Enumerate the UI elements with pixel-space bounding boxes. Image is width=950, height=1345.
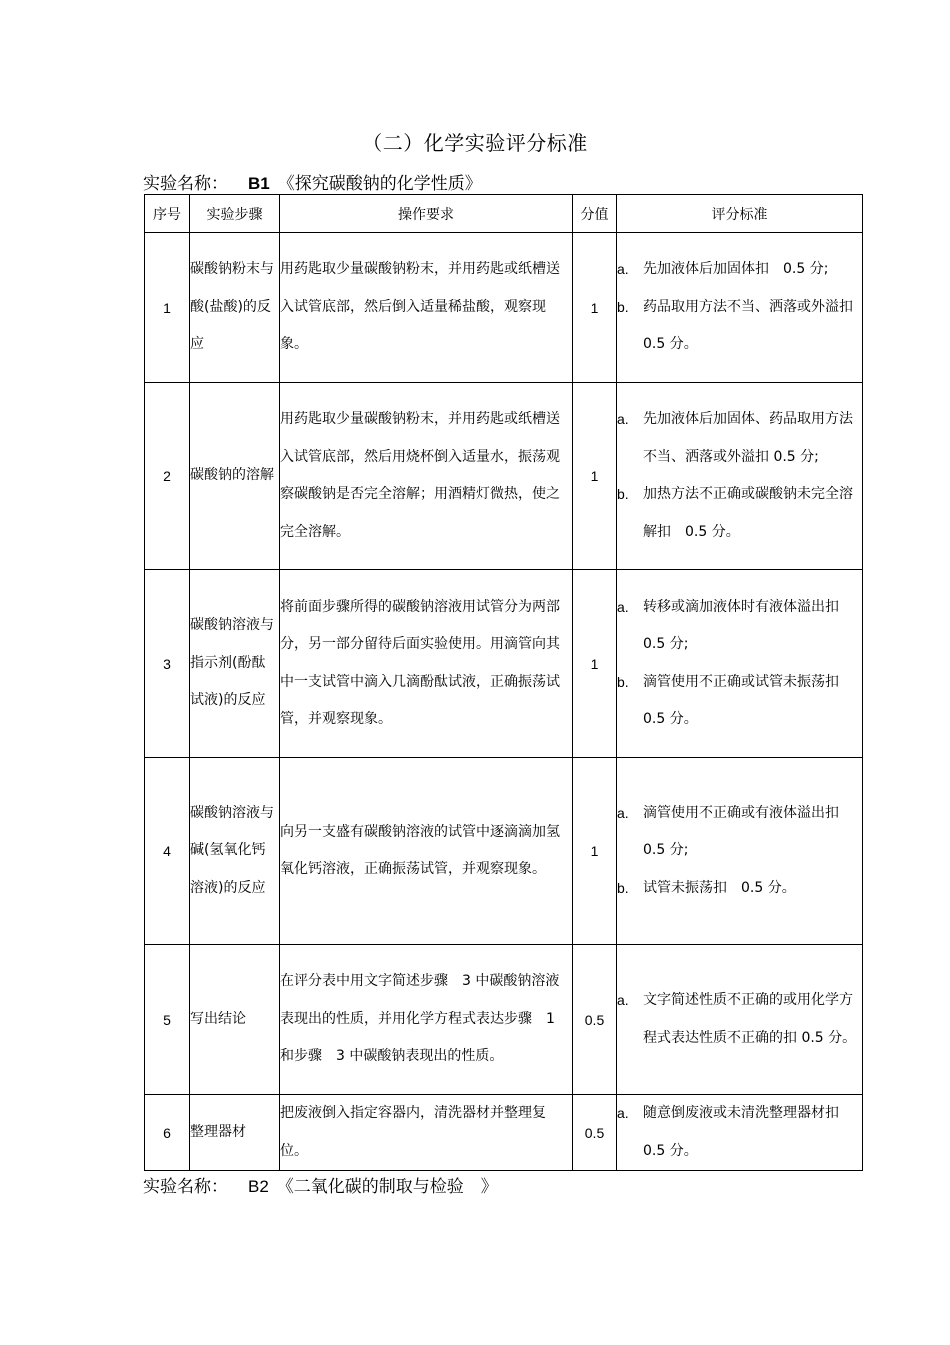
- experiment-name-b2: [143, 1172, 498, 1197]
- row-criteria: [617, 233, 863, 383]
- row-operation: 在评分表中用文字简述步骤 3 中碳酸钠溶液表现出的性质，并用化学方程式表达步骤 1 和步骤 3 中碳酸钠表现出的性质。: [280, 945, 573, 1095]
- experiment-title: 《二氧化碳的制取与检验 》: [276, 1177, 498, 1197]
- experiment-code: B1: [248, 174, 270, 193]
- criteria-item: [617, 870, 862, 908]
- row-no: 6: [145, 1095, 190, 1171]
- criteria-label: a.: [617, 992, 629, 1008]
- criteria-label: a.: [617, 598, 629, 615]
- header-step: 实验步骤: [190, 195, 280, 233]
- experiment-code: B2: [248, 1177, 269, 1196]
- page-title: （二）化学实验评分标准: [362, 131, 588, 155]
- criteria-text: 加热方法不正确或碳酸钠未完全溶解扣 0.5 分。: [643, 486, 853, 540]
- criteria-text: 药品取用方法不当、洒落或外溢扣 0.5 分。: [643, 298, 853, 353]
- criteria-label: a.: [617, 1105, 629, 1121]
- criteria-text: 滴管使用不正确或有液体溢出扣 0.5 分;: [643, 804, 839, 859]
- criteria-item: [617, 589, 862, 664]
- criteria-text: 转移或滴加液体时有液体溢出扣 0.5 分;: [643, 598, 839, 652]
- header-op: 操作要求: [280, 195, 573, 233]
- row-score: 0.5: [573, 945, 617, 1095]
- criteria-item: [617, 476, 862, 551]
- row-step: 碳酸钠溶液与碱(氢氧化钙溶液)的反应: [190, 758, 280, 945]
- row-score: 1: [573, 758, 617, 945]
- table-header-row: [145, 195, 863, 233]
- header-score: 分值: [573, 195, 617, 233]
- experiment-name-b1: [143, 169, 482, 194]
- row-no: 3: [145, 570, 190, 758]
- row-score: 1: [573, 383, 617, 570]
- header-criteria: 评分标准: [617, 195, 863, 233]
- experiment-prefix: 实验名称：: [143, 1177, 228, 1197]
- row-step: 碳酸钠溶液与指示剂(酚酞试液)的反应: [190, 570, 280, 758]
- criteria-label: b.: [617, 486, 629, 502]
- criteria-text: 先加液体后加固体扣 0.5 分;: [643, 261, 829, 278]
- row-no: 1: [145, 233, 190, 383]
- row-score: 1: [573, 233, 617, 383]
- criteria-text: 随意倒废液或未清洗整理器材扣 0.5 分。: [643, 1105, 839, 1159]
- criteria-item: [617, 982, 862, 1057]
- row-criteria: [617, 758, 863, 945]
- row-operation: 将前面步骤所得的碳酸钠溶液用试管分为两部分，另一部分留待后面实验使用。用滴管向其中一支试管中滴入几滴酚酞试液，正确振荡试管，并观察现象。: [280, 570, 573, 758]
- criteria-label: b.: [617, 879, 629, 896]
- criteria-text: 试管未振荡扣 0.5 分。: [643, 879, 796, 896]
- criteria-item: [617, 795, 862, 870]
- table-row: [145, 383, 863, 570]
- row-no: 2: [145, 383, 190, 570]
- criteria-label: b.: [617, 298, 629, 315]
- row-no: 4: [145, 758, 190, 945]
- row-step: 碳酸钠粉末与酸(盐酸)的反应: [190, 233, 280, 383]
- row-operation: 把废液倒入指定容器内，清洗器材并整理复位。: [280, 1095, 573, 1171]
- row-score: 1: [573, 570, 617, 758]
- table-row: [145, 945, 863, 1095]
- row-step: 碳酸钠的溶解: [190, 383, 280, 570]
- row-step: 整理器材: [190, 1095, 280, 1171]
- experiment-prefix: 实验名称：: [143, 174, 228, 194]
- row-criteria: [617, 1095, 863, 1171]
- row-operation: 用药匙取少量碳酸钠粉末，并用药匙或纸槽送入试管底部，然后倒入适量稀盐酸，观察现象。: [280, 233, 573, 383]
- row-operation: 向另一支盛有碳酸钠溶液的试管中逐滴滴加氢氧化钙溶液，正确振荡试管，并观察现象。: [280, 758, 573, 945]
- criteria-label: a.: [617, 804, 629, 821]
- criteria-item: [617, 664, 862, 739]
- experiment-title: 《探究碳酸钠的化学性质》: [277, 174, 482, 194]
- criteria-item: [617, 1095, 862, 1170]
- row-no: 5: [145, 945, 190, 1095]
- criteria-item: [617, 251, 862, 289]
- row-criteria: [617, 383, 863, 570]
- criteria-label: b.: [617, 673, 629, 690]
- row-operation: 用药匙取少量碳酸钠粉末，并用药匙或纸槽送入试管底部，然后用烧杯倒入适量水，振荡观察碳酸钠是否完全溶解；用酒精灯微热，使之完全溶解。: [280, 383, 573, 570]
- row-criteria: [617, 570, 863, 758]
- criteria-item: [617, 401, 862, 476]
- criteria-text: 滴管使用不正确或试管未振荡扣 0.5 分。: [643, 673, 839, 727]
- criteria-label: a.: [617, 411, 629, 427]
- header-no: 序号: [145, 195, 190, 233]
- row-step: 写出结论: [190, 945, 280, 1095]
- row-score: 0.5: [573, 1095, 617, 1171]
- scoring-table: [144, 194, 863, 1171]
- table-row: [145, 233, 863, 383]
- criteria-item: [617, 289, 862, 364]
- row-criteria: [617, 945, 863, 1095]
- criteria-text: 先加液体后加固体、药品取用方法不当、洒落或外溢扣 0.5 分;: [643, 411, 853, 465]
- table-row: [145, 570, 863, 758]
- criteria-text: 文字简述性质不正确的或用化学方程式表达性质不正确的扣 0.5 分。: [643, 992, 857, 1046]
- table-row: [145, 758, 863, 945]
- table-row: [145, 1095, 863, 1171]
- criteria-label: a.: [617, 261, 629, 278]
